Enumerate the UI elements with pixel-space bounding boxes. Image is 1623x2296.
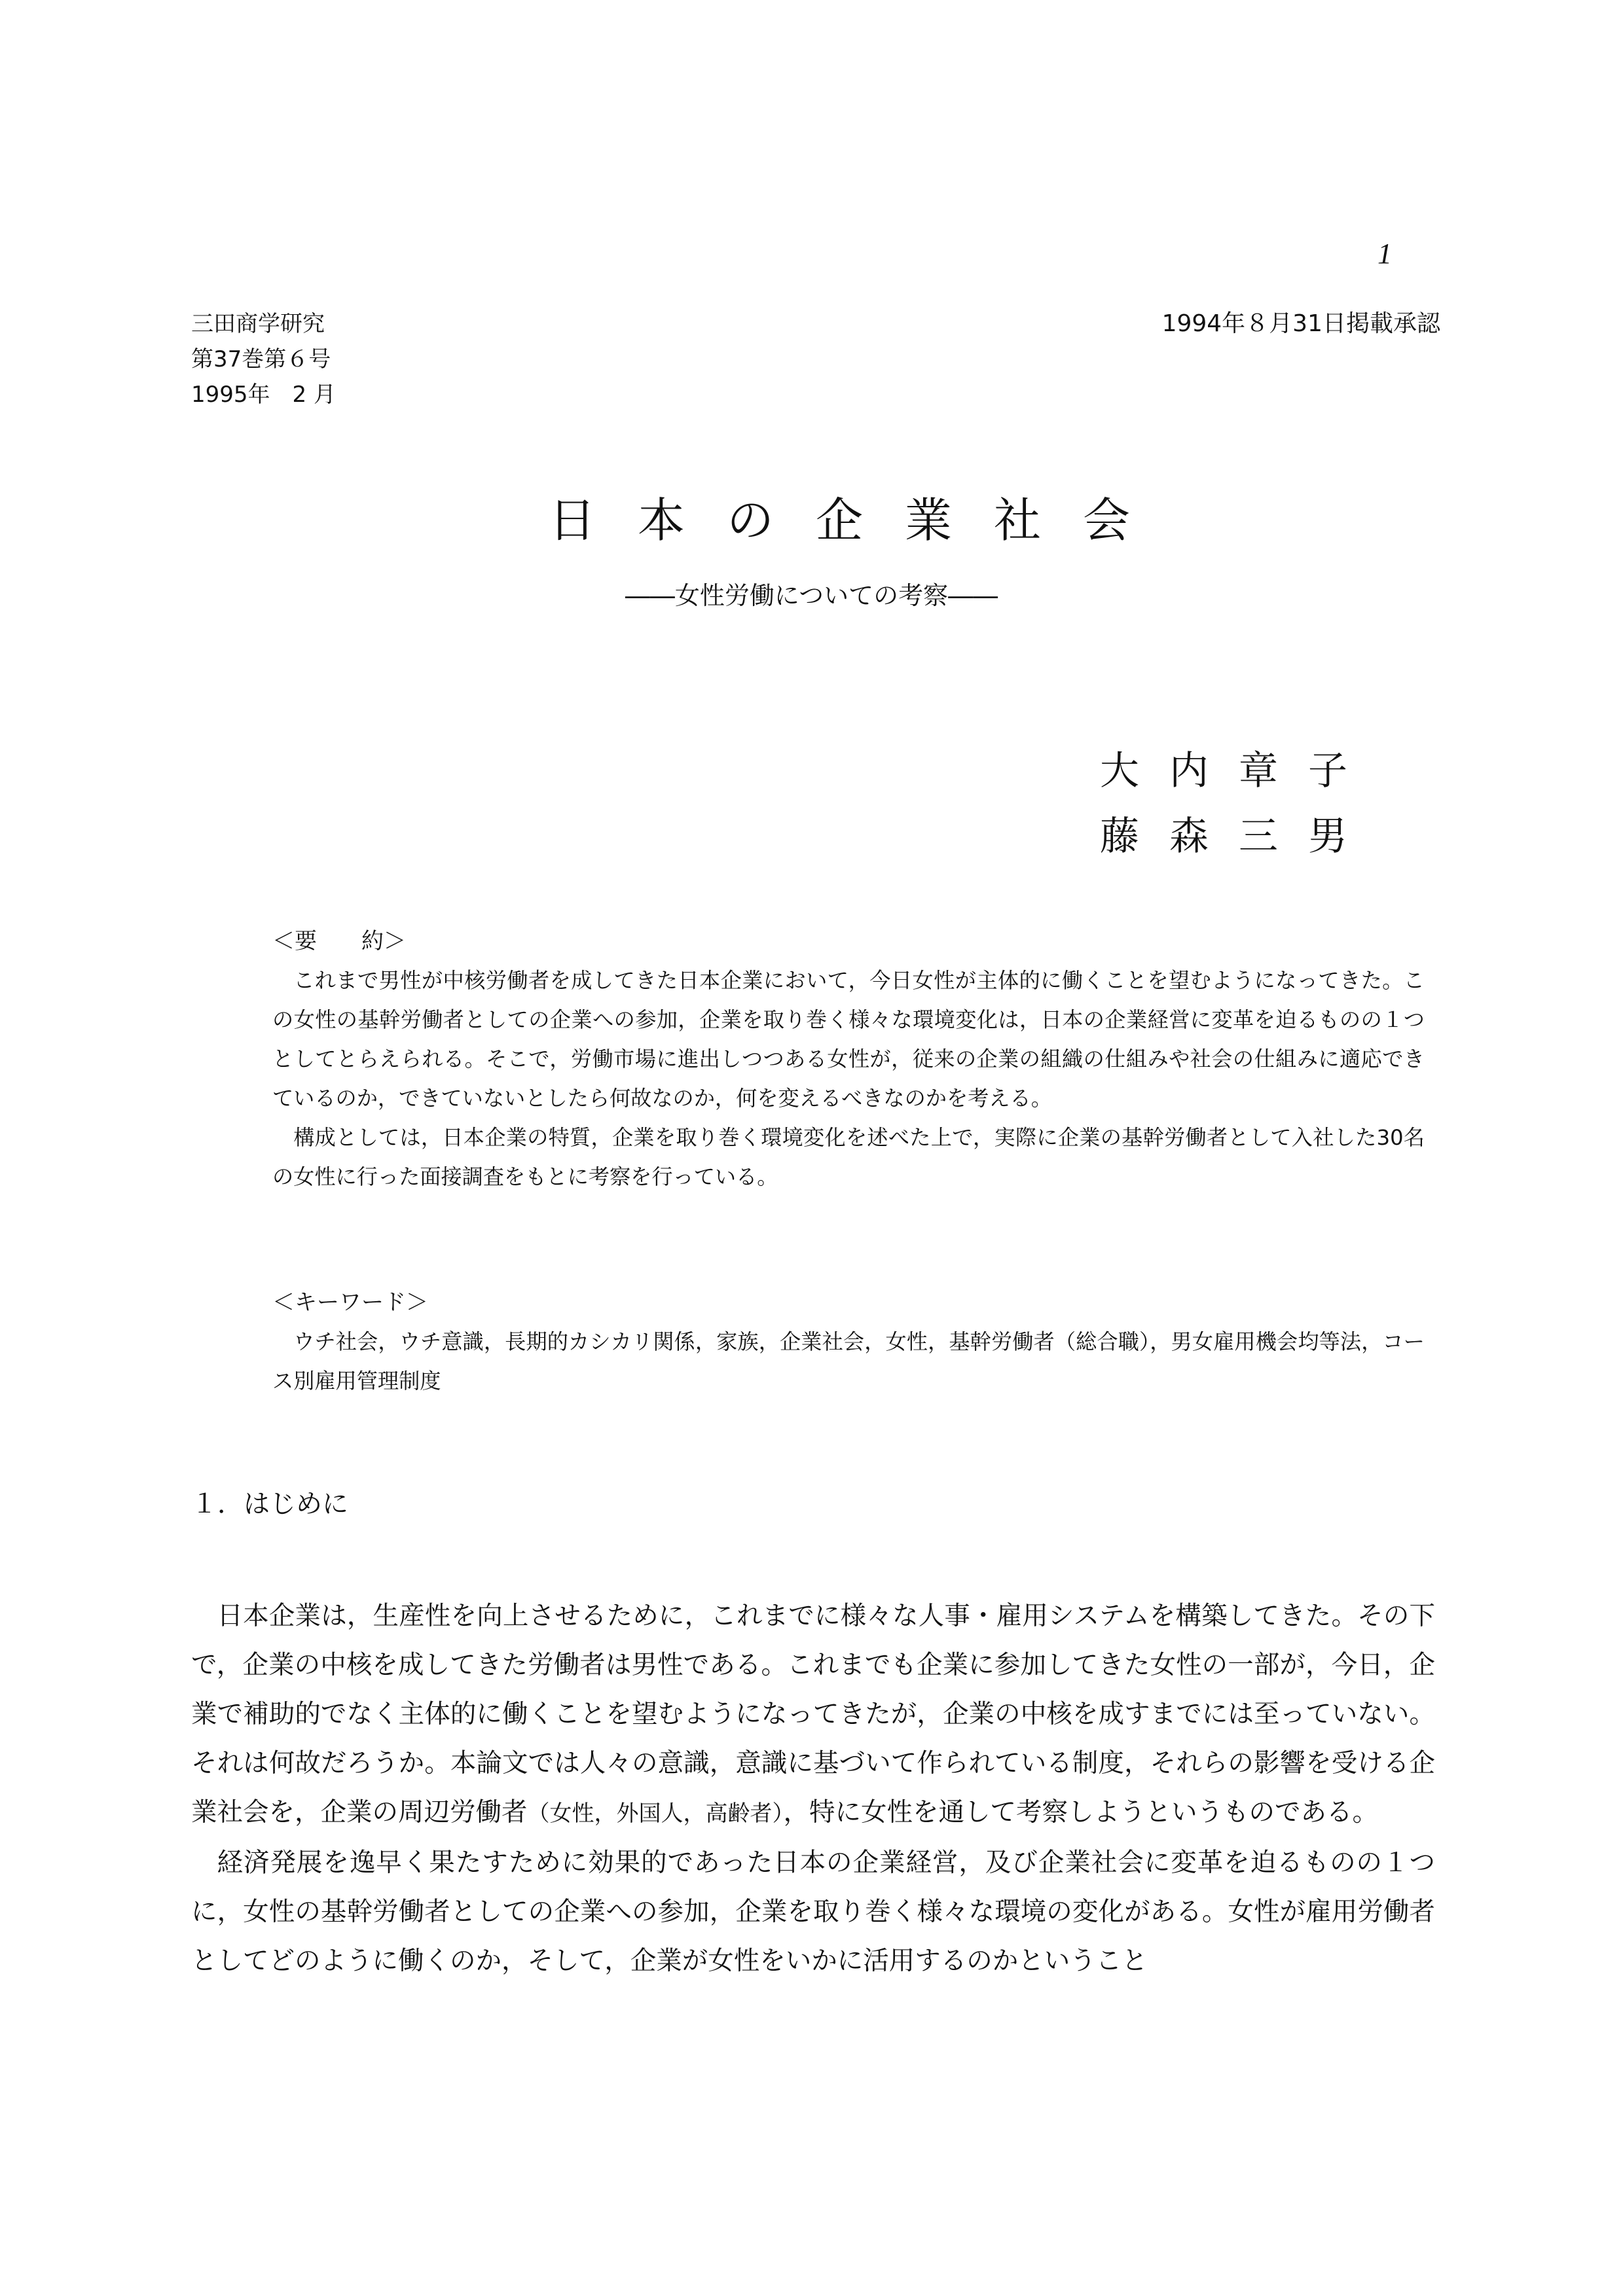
body-text [191,1592,1435,1986]
body-paragraph [191,1592,1435,1839]
abstract-paragraph: これまで男性が中核労働者を成してきた日本企業において，今日女性が主体的に働くことを望むようになってきた。この女性の基幹労働者としての企業への参加，企業を取り巻く様々な環境変化は，日本の企業経営に変革を迫るものの１つとしてとらえられる。そこで，労働市場に進出しつつある女性が，従来の企業の組織の仕組みや社会の仕組みに適応できているのか，できていないとしたら何故なのか，何を変えるべきなのかを考える。 [272,968,1425,1111]
page-number: 1 [1377,238,1392,270]
body-text-span: 日本企業は，生産性を向上させるために，これまでに様々な人事・雇用システムを構築してきた。その下で，企業の中核を成してきた労働者は男性である。これまでも企業に参加してきた女性の一部が，今日，企業で補助的でなく主体的に働くことを望むようになってきたが，企業の中核を成すまでには至っていない。それは何故だろうか。本論文では人々の意識，意識に基づいて作られている制度，それらの影響を受ける企業社会を，企業の周辺労働者 [191,1601,1435,1827]
parenthetical-note: （女性，外国人，高齢者） [527,1801,784,1827]
journal-date: 1995年 2 月 [191,382,336,408]
body-paragraph: 経済発展を逸早く果たすために効果的であった日本の企業経営，及び企業社会に変革を迫るものの１つに，女性の基幹労働者としての企業への参加，企業を取り巻く様々な環境の変化がある。女性が雇用労働者としてどのように働くのか，そして，企業が女性をいかに活用するのかということ [191,1848,1435,1976]
paper-title: 日本の企業社会 [548,493,1172,548]
author-name: 藤森三男 [1100,814,1377,859]
paper-subtitle: ――女性労働についての考察―― [625,581,998,610]
section-heading: １．はじめに [191,1489,348,1519]
keywords-body [272,1322,1425,1401]
keywords-text: ウチ社会，ウチ意識，長期的カシカリ関係，家族，企業社会，女性，基幹労働者（総合職），男女雇用機会均等法，コース別雇用管理制度 [272,1329,1425,1393]
body-text-span: ，特に女性を通して考察しようというものである。 [783,1797,1378,1827]
author-name: 大内章子 [1100,748,1377,794]
abstract-body [272,961,1425,1196]
abstract-paragraph: 構成としては，日本企業の特質，企業を取り巻く環境変化を述べた上で，実際に企業の基幹労働者として入社した30名の女性に行った面接調査をもとに考察を行っている。 [272,1125,1425,1189]
abstract-label: ＜要 約＞ [272,928,406,954]
keywords-label: ＜キーワード＞ [272,1289,428,1316]
journal-meta [191,306,336,412]
journal-name: 三田商学研究 [191,311,325,337]
approval-date: 1994年８月31日掲載承認 [1161,310,1440,337]
author-list [1100,738,1375,869]
journal-volume: 第37巻第６号 [191,346,331,372]
